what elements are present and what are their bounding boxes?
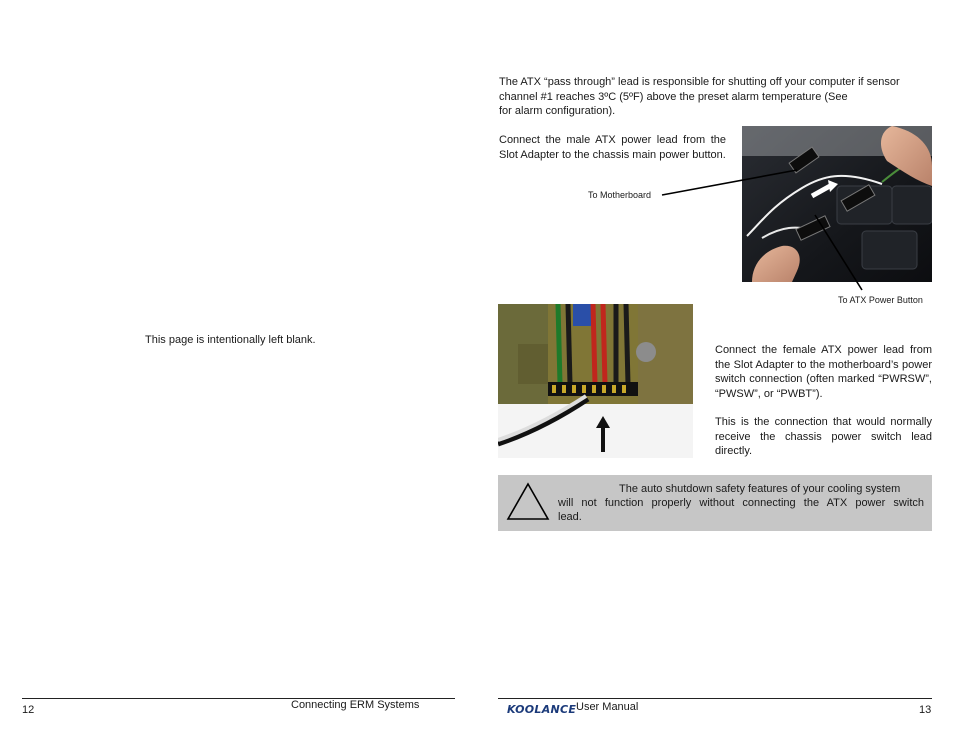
chassis-connector-illustration bbox=[742, 126, 932, 282]
male-lead-instructions: Connect the male ATX power lead from the Slot Adapter to the chassis main power button. bbox=[499, 134, 726, 161]
right-footer-subtitle: User Manual bbox=[576, 701, 639, 713]
intro-line-1: The ATX “pass through” lead is responsible for shutting off your computer if sensor bbox=[499, 76, 900, 88]
female-lead-instructions: Connect the female ATX power lead from the Slot Adapter to the motherboard’s power switch connection (often marked “PWRSW”, “PWSW”, or “PWBT”). bbox=[715, 344, 932, 400]
warning-box bbox=[498, 475, 932, 531]
intro-paragraph bbox=[499, 75, 935, 119]
warning-line-3: lead. bbox=[558, 511, 582, 523]
warning-line-2: will not function properly without connecting the ATX power switch bbox=[558, 497, 924, 509]
motherboard-header-photo bbox=[498, 304, 693, 458]
normal-connection-note: This is the connection that would normally receive the chassis power switch lead directly. bbox=[715, 416, 932, 457]
chassis-connector-photo bbox=[742, 126, 932, 282]
right-footer-rule bbox=[498, 698, 932, 699]
warning-triangle-icon bbox=[505, 481, 551, 521]
intro-line-2: channel #1 reaches 3ºC (5ºF) above the preset alarm temperature (See bbox=[499, 90, 848, 103]
left-section-title: Connecting ERM Systems bbox=[291, 699, 420, 711]
warning-line-1: The auto shutdown safety features of your cooling system bbox=[619, 483, 901, 495]
blank-page-notice: This page is intentionally left blank. bbox=[145, 334, 316, 346]
motherboard-header-illustration bbox=[498, 304, 693, 458]
intro-line-3: for alarm configuration). bbox=[499, 105, 616, 117]
left-page-number: 12 bbox=[22, 704, 35, 716]
label-to-power-button: To ATX Power Button bbox=[838, 295, 923, 305]
right-page-number: 13 bbox=[919, 704, 932, 716]
koolance-logo: KOOLANCE bbox=[507, 703, 577, 716]
label-to-motherboard: To Motherboard bbox=[588, 190, 652, 200]
